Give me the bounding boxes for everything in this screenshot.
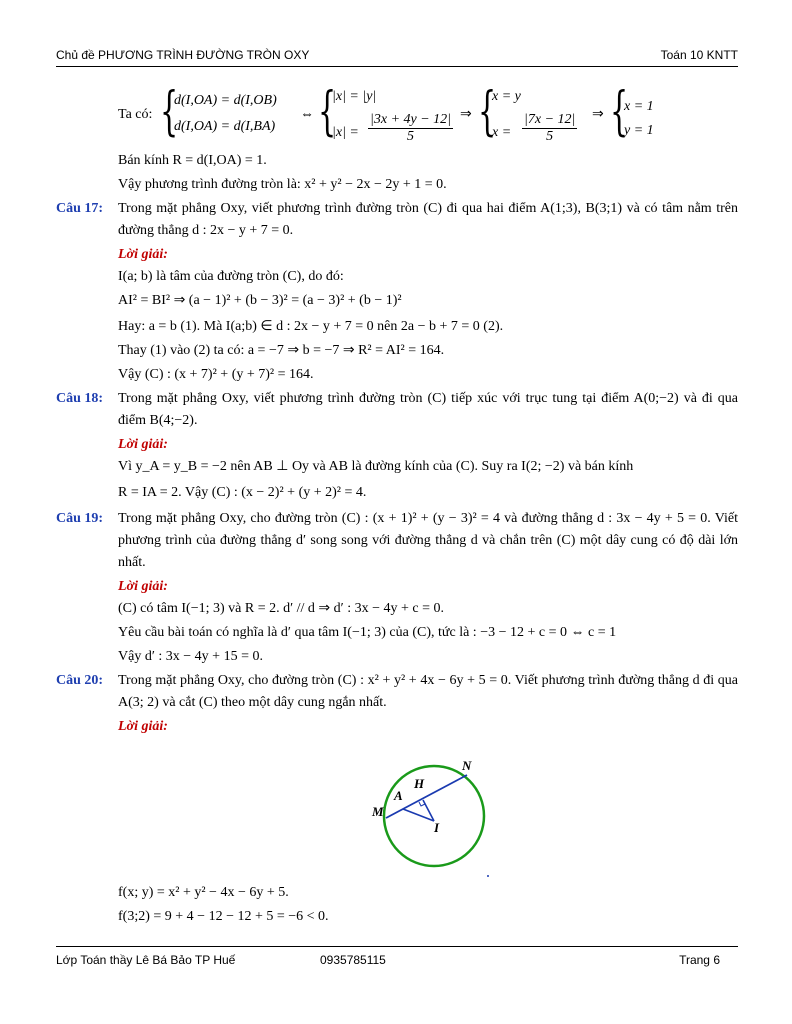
- solution-19-line-3: Vậy d′ : 3x − 4y + 15 = 0.: [118, 649, 263, 664]
- solution-17-line-3: Hay: a = b (1). Mà I(a;b) ∈ d : 2x − y + 7 = 0 nên 2a − b + 7 = 0 (2).: [118, 319, 504, 334]
- sys2-fraction: $\frac{|3x + 4y - 12|}{5}$: [370, 112, 452, 144]
- solution-17-line-4: Thay (1) vào (2) ta có: a = −7 ⇒ b = −7 ⇒ R² = AI² = 164.: [118, 343, 445, 358]
- solution-17-line-1: I(a; b) là tâm của đường tròn (C), do đó:: [118, 269, 344, 284]
- question-19-text: Trong mặt phẳng Oxy, cho đường tròn (C) : (x + 1)² + (y − 3)² = 4 và đường thẳng d : 3x − 4y + 5 = 0. Viết phương trình của đường thẳng d′ song song với đường thẳng d và chắn trên (C) một dây cung có độ dài lớn nhất.: [118, 511, 738, 570]
- footer-class-name: Lớp Toán thầy Lê Bá Bảo TP Huế: [56, 953, 236, 967]
- circle-chord-figure: [360, 752, 560, 952]
- question-20-text: Trong mặt phẳng Oxy, cho đường tròn (C) : x² + y² + 4x − 6y + 5 = 0. Viết phương trình đường thẳng d đi qua A(3; 2) và cắt (C) theo một dây cung ngắn nhất.: [118, 673, 738, 710]
- solution-18-label: Lời giải:: [118, 437, 168, 452]
- solution-20-line-1: f(x; y) = x² + y² − 4x − 6y + 5.: [118, 885, 289, 900]
- arrow-implies-2: ⇒: [592, 107, 604, 122]
- sys2-line-a: |x| = |y|: [332, 89, 377, 104]
- question-20-label: Câu 20:: [56, 673, 104, 688]
- label-i: I: [434, 820, 440, 835]
- solution-19-line-1: (C) có tâm I(−1; 3) và R = 2. d′ // d ⇒ d′ : 3x − 4y + c = 0.: [118, 601, 445, 616]
- sys3-line-a: x = y: [492, 89, 521, 104]
- header-topic: Chủ đề PHƯƠNG TRÌNH ĐƯỜNG TRÒN OXY: [56, 48, 310, 62]
- sys3-line-b-left: x =: [492, 125, 512, 140]
- page-header: [56, 48, 738, 67]
- sys1-line-b: d(I,OA) = d(I,BA): [174, 119, 276, 134]
- sys4-line-b: y = 1: [624, 123, 654, 138]
- solution-20-line-2: f(3;2) = 9 + 4 − 12 − 12 + 5 = −6 < 0.: [118, 909, 329, 924]
- circle-c: [384, 766, 484, 866]
- question-17-text: Trong mặt phẳng Oxy, viết phương trình đường tròn (C) đi qua hai điểm A(1;3), B(3;1) và có tâm nằm trên đường thẳng d : 2x − y + 7 = 0.: [118, 201, 738, 238]
- solution-18-line-1: Vì y_A = y_B = −2 nên AB ⊥ Oy và AB là đường kính của (C). Suy ra I(2; −2) và bán kính: [118, 459, 634, 474]
- solution-17-line-2: AI² = BI² ⇒ (a − 1)² + (b − 3)² = (a − 3)² + (b − 1)²: [118, 293, 402, 308]
- question-17-label: Câu 17:: [56, 201, 104, 216]
- label-n: N: [462, 758, 472, 773]
- arrow-implies-1: ⇒: [460, 107, 472, 122]
- sys3-fraction: $\frac{|7x - 12|}{5}$: [524, 112, 576, 144]
- question-18-label: Câu 18:: [56, 391, 104, 406]
- equation-system: { d(I,OA) = d(I,OB) d(I,OA) = d(I,BA) ⇔ { |x| = |y| |x| = $\frac{|3x + 4y - 12|}{5}$ ⇒ { x = y x = $\frac{|7x - 12|}{5}$ ⇒ { x = 1 y = 1: [160, 82, 654, 144]
- arrow-equiv: ⇔: [300, 107, 314, 122]
- stray-dot: [487, 875, 489, 877]
- header-course: Toán 10 KNTT: [660, 48, 738, 62]
- sys4-line-a: x = 1: [624, 99, 654, 114]
- footer-phone: 0935785115: [320, 953, 386, 967]
- label-m: M: [372, 804, 384, 819]
- solution-19-label: Lời giải:: [118, 579, 168, 594]
- page-footer: [56, 946, 738, 971]
- solution-17-line-5: Vậy (C) : (x + 7)² + (y + 7)² = 164.: [118, 367, 314, 382]
- taco-label: Ta có:: [118, 107, 153, 122]
- label-a: A: [394, 788, 403, 803]
- sys1-line-a: d(I,OA) = d(I,OB): [174, 93, 277, 108]
- footer-page-number: Trang 6: [679, 953, 720, 967]
- solution-17-label: Lời giải:: [118, 247, 168, 262]
- label-h: H: [414, 776, 425, 791]
- sys2-line-b-left: |x| =: [332, 125, 359, 140]
- solution-19-line-2: Yêu cầu bài toán có nghĩa là d′ qua tâm I(−1; 3) của (C), tức là : −3 − 12 + c = 0 ⇔ c = 1: [118, 625, 617, 640]
- solution-18-line-2: R = IA = 2. Vậy (C) : (x − 2)² + (y + 2)² = 4.: [118, 485, 367, 500]
- question-18-text: Trong mặt phẳng Oxy, viết phương trình đường tròn (C) tiếp xúc với trục tung tại điểm A(0;−2) và đi qua điểm B(4;−2).: [118, 391, 738, 428]
- solution-20-label: Lời giải:: [118, 719, 168, 734]
- conclusion-line: Vậy phương trình đường tròn là: x² + y² − 2x − 2y + 1 = 0.: [118, 177, 447, 192]
- radius-line: Bán kính R = d(I,OA) = 1.: [118, 153, 267, 168]
- question-19-label: Câu 19:: [56, 511, 104, 526]
